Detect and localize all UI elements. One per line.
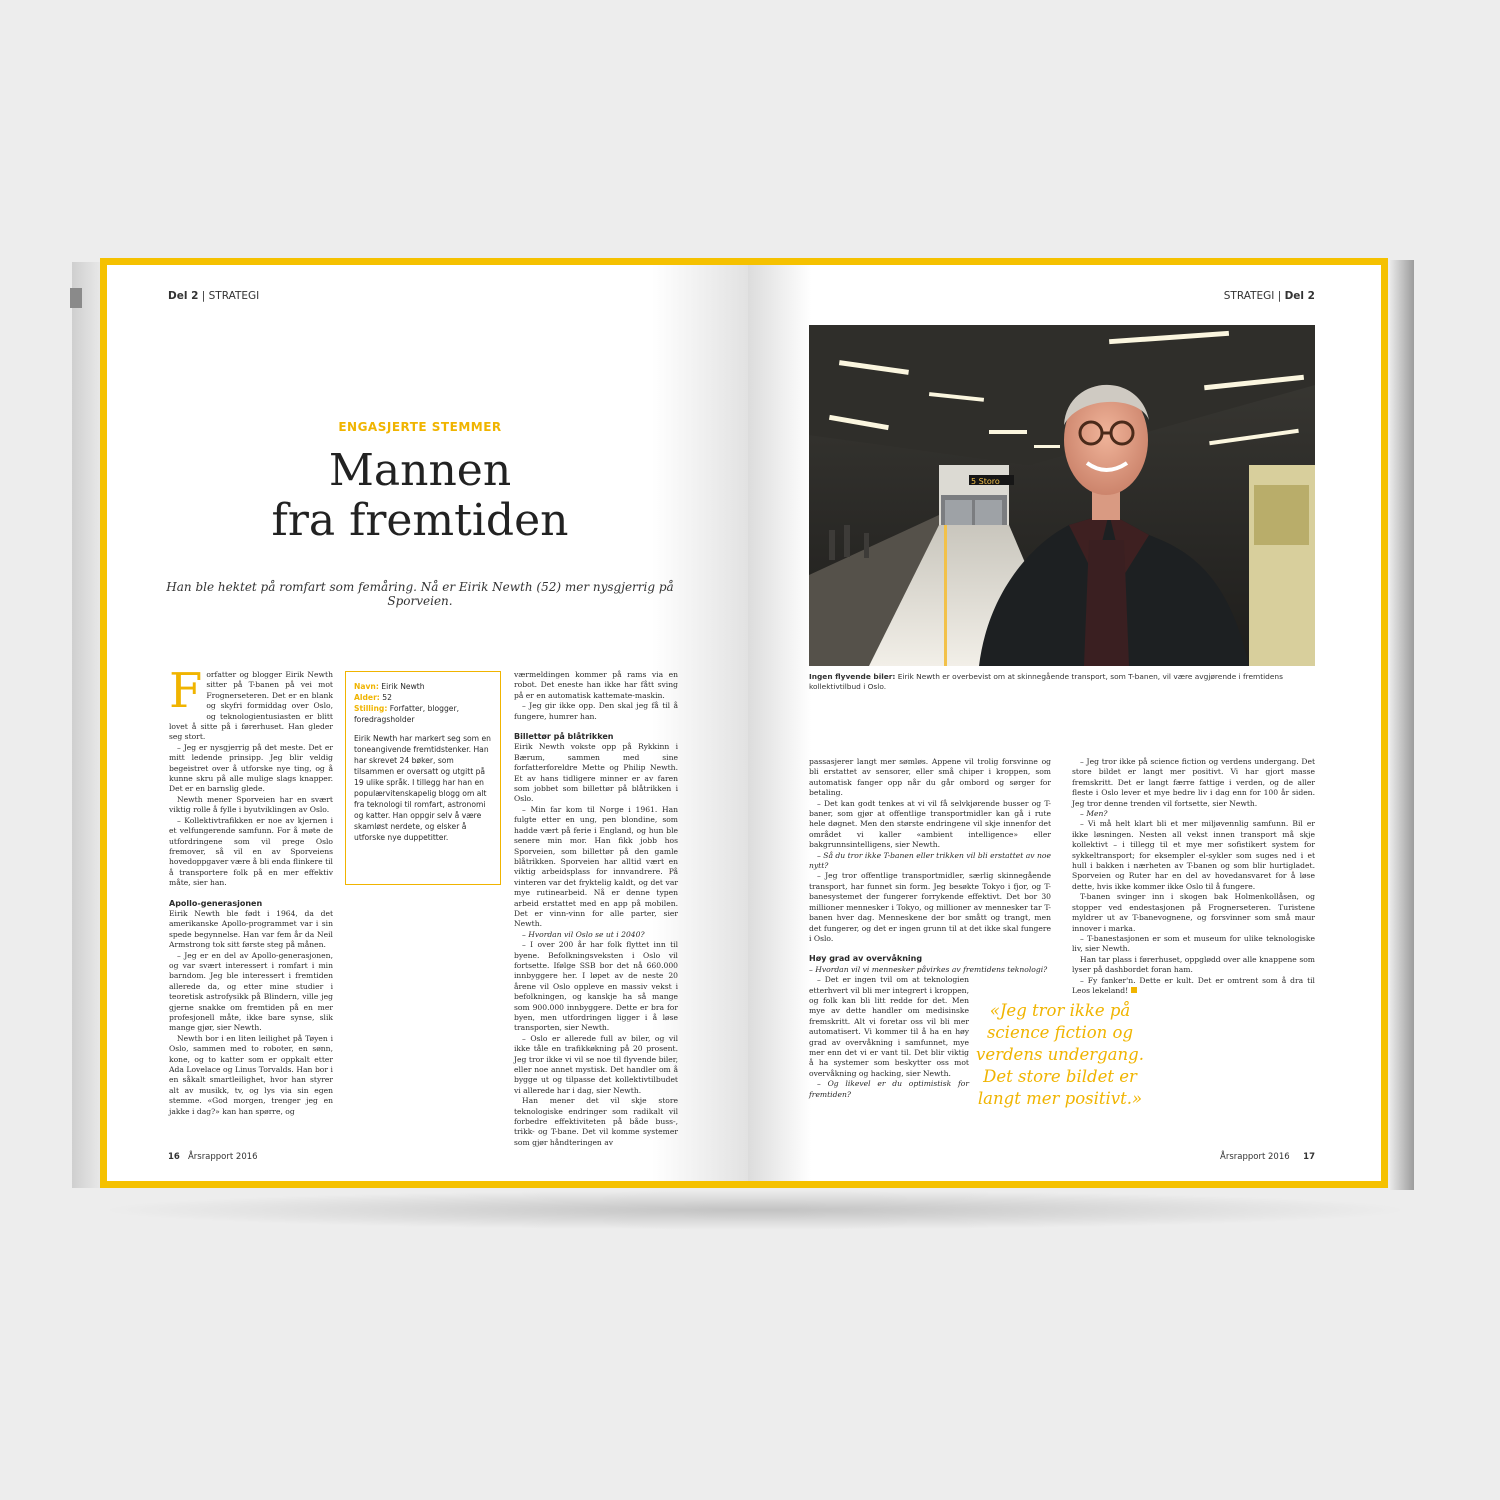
col2-p4: – Min far kom til Norge i 1961. Han fulgte etter en ung, pen blondine, som hadde vært på ferie i England, og hun ble senere min mor. Han fikk jobb hos Sporveien, som billettør på den gamle blåtrikken. Sporveien har alltid vært en viktig arbeidsplass for innvandrere. På vinteren var det fryktelig kaldt, og det var mye rutinearbeid. Nå er denne typen arbeid erstattet med en app på mobilen. Det er vinn-vinn for alle parter, sier Newth. bbox=[514, 804, 678, 929]
page-stack-right bbox=[1390, 260, 1414, 1190]
right-header-sep: | bbox=[1274, 290, 1285, 302]
col3-p3: – Jeg tror offentlige transportmidler, særlig skinnegående transport, har funnet sin form. Jeg besøkte Tokyo i fjor, og T-banesystemet der fungerer forrykende effektivt. Det bor 30 millioner mennesker i Tokyo, og millioner av mennesker tar T-banen hver dag. Menneskene der bor smått og trangt, men det fungerer, og det er ingen grunn til at det ikke skal fungere i Oslo. bbox=[809, 871, 1051, 943]
right-column-2 bbox=[1072, 757, 1315, 996]
col2-p6: – Oslo er allerede full av biler, og vil ikke tåle en trafikkøkning på 20 prosent. Jeg tror ikke vi vil se noe til flyvende biler, eller noe annet mystisk. Det handler om å bygge ut og tilpasse det kollektivtilbudet vi allerede har i dag, sier Newth. bbox=[514, 1033, 678, 1095]
col2-question: – Hvordan vil Oslo se ut i 2040? bbox=[522, 929, 645, 939]
col4-p6: – Fy fanker'n. Dette er kult. Det er omtrent som å dra til Leos lekeland! bbox=[1072, 975, 1315, 995]
fact-navn: Navn: Eirik Newth bbox=[354, 682, 425, 691]
col4-question: – Men? bbox=[1080, 809, 1108, 819]
pull-quote: «Jeg tror ikke på science fiction og verdens undergang. Det store bildet er langt mer positivt.» bbox=[976, 1001, 1144, 1108]
left-header-sep: | bbox=[198, 290, 209, 302]
caption-text: Eirik Newth er overbevist om at skinnegående transport, som T-banen, vil være avgjørende i fremtidens kollektivtilbud i Oslo. bbox=[809, 672, 1283, 691]
drop-cap: F bbox=[169, 663, 203, 719]
col1-p2: – Jeg er nysgjerrig på det meste. Det er mitt ledende prinsipp. Jeg blir veldig begeistret over å utforske nye ting, og å kunne skru på alle mulige slags knapper. Det er en barnslig glede. bbox=[169, 742, 333, 794]
col1-p1: Forfatter og blogger Eirik Newth sitter på T-banen på vei mot Frognerseteren. Det er en blank og skyfri formiddag over Oslo, og teknologientusiasten er blitt lovet å sitte på i førerhuset. Han gleder seg stort. bbox=[169, 663, 333, 742]
right-header-section: Del 2 bbox=[1284, 290, 1315, 302]
right-page-number: 17 bbox=[1303, 1152, 1315, 1162]
left-column-2 bbox=[514, 670, 678, 1148]
title-line-1: Mannen bbox=[328, 445, 512, 496]
right-folio bbox=[1220, 1152, 1315, 1162]
left-folio bbox=[168, 1152, 258, 1162]
col1-p3: Newth mener Sporveien har en svært viktig rolle å fylle i byutviklingen av Oslo. bbox=[169, 794, 333, 815]
photo-caption bbox=[809, 672, 1315, 692]
right-header-title: STRATEGI bbox=[1223, 290, 1275, 302]
right-running-header bbox=[1224, 290, 1315, 302]
col4-p5: Han tar plass i førerhuset, oppglødd over alle knappene som lyser på dashbordet foran ham. bbox=[1072, 954, 1315, 975]
fact-alder: Alder: 52 bbox=[354, 693, 392, 702]
col1-subheading: Apollo-generasjonen bbox=[169, 898, 263, 908]
fact-stilling: Stilling: Forfatter, blogger, foredragsholder bbox=[354, 704, 459, 724]
col2-p2: – Jeg gir ikke opp. Den skal jeg få til å fungere, humrer han. bbox=[514, 701, 678, 721]
photo-illustration bbox=[809, 325, 1315, 666]
fact-body: Eirik Newth har markert seg som en toneangivende fremtidstenker. Han har skrevet 24 bøker, som tilsammen er oversatt og utgitt på 19 ulike språk. I tillegg har han en populærvitenskapelig blogg om alt fra teknologi til romfart, astronomi og katter. Han oppgir selv å være skamløst nerdete, og elsker å utforske nye duppetitter. bbox=[354, 734, 491, 842]
col2-subheading: Billettør på blåtrikken bbox=[514, 732, 614, 742]
page-tab-marker bbox=[70, 288, 82, 308]
col3-question-2: – Hvordan vil vi mennesker påvirkes av fremtidens teknologi? bbox=[809, 964, 1048, 974]
photo-train-sign: 5 Storo bbox=[971, 477, 1000, 486]
end-mark-icon bbox=[1131, 987, 1137, 993]
article-title bbox=[140, 446, 700, 546]
col3-subheading: Høy grad av overvåkning bbox=[809, 954, 923, 964]
col3-p4: – Det er ingen tvil om at teknologien etterhvert vil bli mer integrert i kroppen, og folk kan bli litt redde for det. Men mye av dette handler om medisinske fremskritt. Alt vi foretar oss vil bli mer automatisert. Vi kommer til å ha en høy grad av overvåkning i samfunnet, mye mer enn det vi er vant til. Det blir viktig å ha systemer som beskytter oss mot overvåkning og hacking, sier Newth. bbox=[809, 975, 969, 1078]
col4-p2: – Vi må helt klart bli et mer miljøvennlig samfunn. Bil er ikke løsningen. Nesten all vekst innen transport må skje kollektivt – i tillegg til et mye mer sofistikert system for sykkeltransport; for eksempler el-sykler som suges ned i et hull i bakken i nærheten av T-banen og som blir hurtigladet. Sporveien og Ruter har en del av hovedansvaret for å løse dette, hvis ikke kommer ikke Oslo til å fungere. bbox=[1072, 819, 1315, 891]
spread-shadow bbox=[95, 1190, 1415, 1230]
col3-p2: – Det kan godt tenkes at vi vil få selvkjørende busser og T-baner, som gjør at offentlige transportmidler kan gå i rute hele døgnet. Men den største endringene vil skje innenfor det området vi kaller «ambient intelligence» eller bakgrunnsintelligens, sier Newth. bbox=[809, 798, 1051, 850]
left-folio-text: Årsrapport 2016 bbox=[187, 1152, 258, 1162]
fact-box bbox=[345, 671, 501, 885]
col1-p4: – Kollektivtrafikken er noe av kjernen i et velfungerende samfunn. For å møte de utfordringene som vil prege Oslo fremover, så vil en av Sporveiens hovedoppgaver være å bli enda flinkere til å transportere folk på en mer effektiv måte, sier han. bbox=[169, 815, 333, 888]
col2-p7: Han mener det vil skje store teknologiske endringer som radikalt vil forbedre effektiviteten på både buss-, trikk- og T-bane. Det vil komme systemer som gjør håndteringen av bbox=[514, 1096, 678, 1147]
col2-p1: værmeldingen kommer på rams via en robot. Det eneste han ikke har fått sving på er en automatisk kattemate-maskin. bbox=[514, 670, 678, 700]
col3-narrow-block bbox=[809, 975, 969, 1100]
right-folio-text: Årsrapport 2016 bbox=[1220, 1152, 1290, 1162]
col1-p5: Eirik Newth ble født i 1964, da det amerikanske Apollo-programmet var i sin spede begynnelse. Han var fem år da Neil Armstrong tok sitt første steg på månen. bbox=[169, 908, 333, 950]
col4-p4: – T-banestasjonen er som et museum for ulike teknologiske liv, sier Newth. bbox=[1072, 933, 1315, 954]
caption-bold: Ingen flyvende biler: bbox=[809, 672, 896, 681]
col1-p7: Newth bor i en liten leilighet på Tøyen i Oslo, sammen med to roboter, en sønn, kone, og to katter som er oppkalt etter Ada Lovelace og Linus Torvalds. Han bor i en såkalt smartleilighet, hvor han styrer alt av musikk, tv, og lys via sin egen stemme. «God morgen, trenger jeg en jakke i dag?» kan han spørre, og bbox=[169, 1033, 333, 1116]
col2-p3: Eirik Newth vokste opp på Rykkinn i Bærum, sammen med sine forfatterforeldre Mette og Philip Newth. Et av hans tidligere minner er av faren som jobbet som billettør på blåtrikken i Oslo. bbox=[514, 742, 678, 804]
left-page-number: 16 bbox=[168, 1152, 180, 1162]
col4-p1: – Jeg tror ikke på science fiction og verdens undergang. Det store bildet er langt mer positivt. Vi har gjort masse fremskritt. Det er langt færre fattige i verden, og de aller fleste i Oslo lever et mye bedre liv i dag enn for 100 år siden. Jeg tror denne trenden vil fortsette, sier Newth. bbox=[1072, 757, 1315, 808]
title-line-2: fra fremtiden bbox=[271, 495, 569, 546]
col1-p6: – Jeg er en del av Apollo-generasjonen, og var svært interessert i romfart i min barndom. Jeg ble interessert i fremtiden allerede da, og etter mine studier i teoretisk astrofysikk på Blindern, ville jeg gjerne snakke om fremtiden på en mer profesjonell måte, ikke bare synse, slik mange gjør, sier Newth. bbox=[169, 950, 333, 1033]
left-column-1 bbox=[169, 663, 333, 1117]
left-header-section: Del 2 bbox=[168, 290, 199, 302]
col3-p1: passasjerer langt mer sømløs. Appene vil trolig forsvinne og bli erstattet av sensorer, eller små chiper i kroppen, som automatisk fanger opp når du går ombord og sørger for betaling. bbox=[809, 757, 1051, 798]
col3-question-3: – Og likevel er du optimistisk for fremtiden? bbox=[809, 1079, 969, 1099]
article-lead: Han ble hektet på romfart som femåring. Nå er Eirik Newth (52) mer nysgjerrig på Sporveien. bbox=[166, 580, 674, 608]
col2-p5: – I over 200 år har folk flyttet inn til byene. Befolkningsveksten i Oslo vil fortsette. Ifølge SSB bor det nå 660.000 innbyggere her. I løpet av de neste 20 årene vil Oslo oppleve en massiv vekst i befolkningen, og kanskje ha så mange som 900.000 innbyggere. Dette er bra for byen, men utfordringen ligger i å løse transporten, sier Newth. bbox=[514, 940, 678, 1033]
left-header-title: STRATEGI bbox=[208, 290, 260, 302]
col4-p3: T-banen svinger inn i skogen bak Holmenkollåsen, og stopper ved endestasjonen på Frognerseteren. Turistene myldrer ut av T-banevognene, og forsvinner som små maur innover i marka. bbox=[1072, 892, 1315, 933]
col3-question-1: – Så du tror ikke T-banen eller trikken vil bli erstattet av noe nytt? bbox=[809, 850, 1051, 871]
article-kicker: ENGASJERTE STEMMER bbox=[338, 420, 502, 434]
left-running-header bbox=[168, 290, 259, 302]
article-photo bbox=[809, 325, 1315, 666]
